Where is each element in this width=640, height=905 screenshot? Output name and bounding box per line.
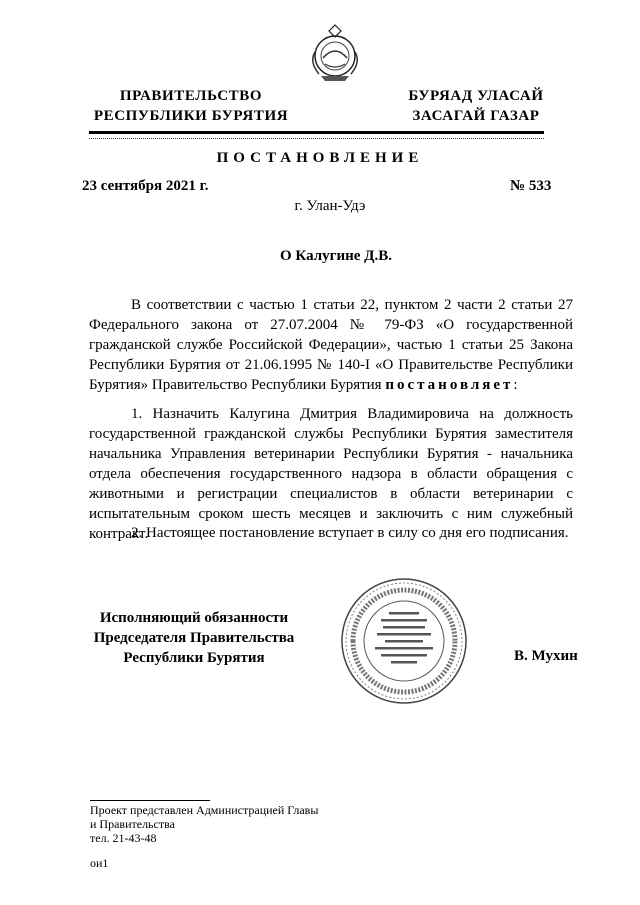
decree-word: постановляет <box>385 377 514 393</box>
signatory-name: В. Мухин <box>514 648 578 664</box>
header-right-line2: ЗАСАГАЙ ГАЗАР <box>412 108 540 124</box>
preamble-paragraph <box>89 295 573 395</box>
item-1-paragraph: 1. Назначить Калугина Дмитрия Владимировича на должность государственной гражданской службы Республики Бурятия заместителя начальника Управления ветеринарии Республики Бурятия - начальника отдела обеспечения государственного надзора в области обращения с животными и регистрации специалистов в области ветеринарии с испытательным сроком шесть месяцев и заключить с ним служебный контракт. <box>89 406 573 542</box>
header-left-line2: РЕСПУБЛИКИ БУРЯТИЯ <box>93 108 289 124</box>
signatory-title <box>90 608 298 668</box>
signatory-title-line1: Исполняющий обязанности <box>99 610 289 626</box>
footer-code: ои1 <box>90 856 109 870</box>
header-right-line1: БУРЯАД УЛАСАЙ <box>408 88 544 104</box>
header-left <box>86 86 296 126</box>
item-2-paragraph: 2. Настоящее постановление вступает в силу со дня его подписания. <box>131 525 569 541</box>
decree-colon: : <box>513 377 518 393</box>
footer-line1: Проект представлен Администрацией Главы <box>90 803 319 817</box>
header-right <box>386 86 566 126</box>
footer-divider <box>90 800 210 801</box>
coat-of-arms-icon <box>305 22 365 84</box>
document-city: г. Улан-Удэ <box>294 198 366 214</box>
footer-note <box>90 803 318 845</box>
footer-line2: и Правительства <box>90 817 175 831</box>
document-date: 23 сентября 2021 г. <box>82 178 209 194</box>
footer-line3: тел. 21-43-48 <box>90 831 157 845</box>
document-number: № 533 <box>510 178 552 194</box>
signatory-title-line2: Председателя Правительства <box>93 630 295 646</box>
header-divider <box>89 131 544 134</box>
official-stamp <box>339 576 469 706</box>
signatory-title-line3: Республики Бурятия <box>123 650 265 666</box>
document-type: ПОСТАНОВЛЕНИЕ <box>216 150 424 166</box>
header-left-line1: ПРАВИТЕЛЬСТВО <box>119 88 263 104</box>
preamble-text: В соответствии с частью 1 статьи 22, пунктом 2 части 2 статьи 27 Федерального закона от 27.07.2004 № 79-ФЗ «О государственной гражданской службе Российской Федерации», частью 1 статьи 25 Закона Республики Бурятия от 21.06.1995 № 140-I «О Правительстве Республики Бурятия» Правительство Республики Бурятия <box>89 297 573 393</box>
header-dotted-divider <box>89 138 544 139</box>
document-subject: О Калугине Д.В. <box>280 248 392 264</box>
